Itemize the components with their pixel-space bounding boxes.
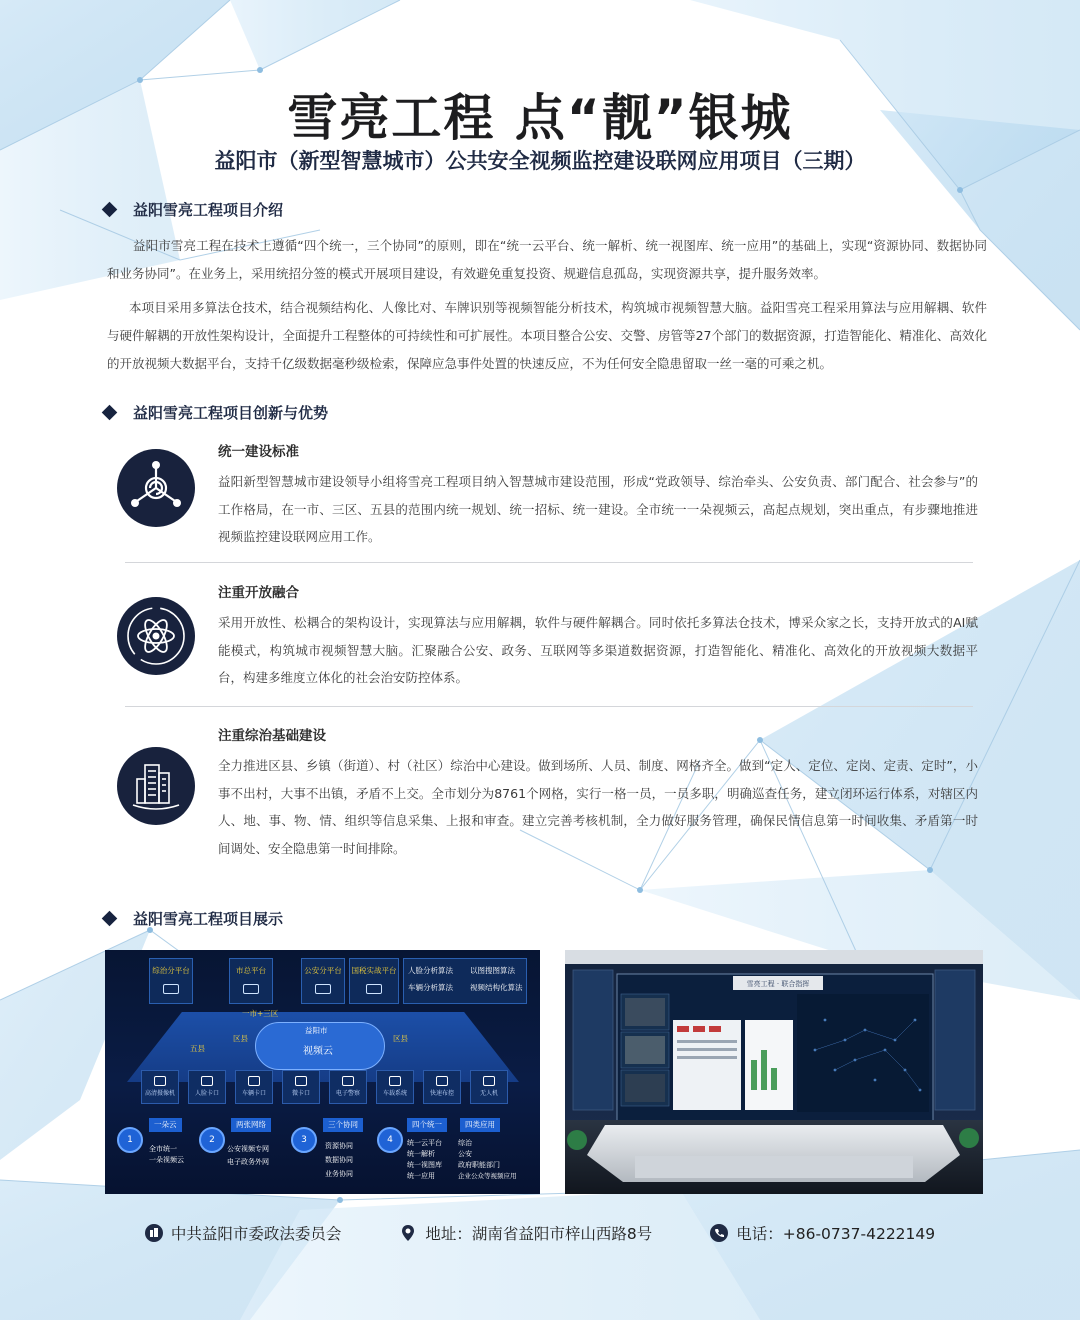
pillar-number: 1 [117, 1127, 143, 1153]
pillar-line: 企业公众等视频应用 [458, 1172, 517, 1180]
diamond-bullet-icon [102, 911, 118, 927]
pillar-number: 2 [199, 1127, 225, 1153]
level-label: 区县 [233, 1034, 248, 1043]
hub-network-icon [117, 449, 195, 527]
level-label: 区县 [393, 1034, 408, 1043]
device-tile: 无人机 [470, 1070, 508, 1104]
footer-address-text: 地址：湖南省益阳市梓山西路8号 [425, 1225, 653, 1243]
section-showcase-heading [104, 908, 283, 929]
pillar-number: 3 [291, 1127, 317, 1153]
device-tile: 车辆卡口 [235, 1070, 273, 1104]
pillar-line: 统一视图库 [407, 1161, 442, 1169]
intro-paragraph-1: 益阳市雪亮工程在技术上遵循“四个统一，三个协同”的原则，即在“统一云平台、统一解析、统一视图库、统一应用”的基础上，实现“资源协同、数据协同和业务协同”。在业务上，采用统招分签的模式开展项目建设，有效避免重复投资、规避信息孤岛，实现资源共享，提升服务效率。 [107, 238, 987, 281]
city-buildings-icon [117, 747, 195, 825]
device-tile: 电子警察 [329, 1070, 367, 1104]
device-tile: 快速布控 [423, 1070, 461, 1104]
diamond-bullet-icon [102, 202, 118, 218]
algorithm-label: 人脸分析算法 [408, 966, 453, 975]
diamond-bullet-icon [102, 405, 118, 421]
pillar-line: 资源协同 [325, 1142, 353, 1150]
algorithm-label: 视频结构化算法 [470, 983, 523, 992]
device-tile: 微卡口 [282, 1070, 320, 1104]
control-room-photo [565, 950, 983, 1194]
pillar-line: 全市统一 [149, 1145, 177, 1153]
footer [0, 1222, 1080, 1244]
device-tile: 人脸卡口 [188, 1070, 226, 1104]
pillar-line: 综治 [458, 1139, 472, 1147]
footer-phone [710, 1222, 935, 1244]
screen-icon [366, 984, 382, 994]
pillar-line: 统一解析 [407, 1150, 435, 1158]
screen-icon [243, 984, 259, 994]
item-title-open: 注重开放融合 [218, 585, 299, 601]
phone-icon [710, 1224, 728, 1242]
device-tile: 车载系统 [376, 1070, 414, 1104]
page-subtitle: 益阳市（新型智慧城市）公共安全视频监控建设联网应用项目（三期） [214, 149, 866, 173]
control-room-illustration [565, 950, 983, 1194]
pillar-tag: 四个统一 [407, 1118, 447, 1132]
level-label: 五县 [190, 1044, 205, 1053]
screen-icon [315, 984, 331, 994]
architecture-diagram-image [105, 950, 540, 1194]
algorithm-label: 以图搜图算法 [470, 966, 515, 975]
pillar-tag: 三个协同 [323, 1118, 363, 1132]
pillar-line: 数据协同 [325, 1156, 353, 1164]
footer-org-text: 中共益阳市委政法委员会 [170, 1225, 342, 1243]
divider [125, 706, 973, 707]
pillar-line: 统一应用 [407, 1172, 435, 1180]
pillar-line: 业务协同 [325, 1170, 353, 1178]
section-title: 益阳雪亮工程项目展示 [133, 910, 284, 928]
level-label: 视频云 [303, 1046, 333, 1057]
screen-icon [163, 984, 179, 994]
wall-title: 雪亮工程 · 联合指挥 [746, 980, 810, 988]
pillar-line: 电子政务外网 [227, 1158, 269, 1166]
pillar-tag: 四类应用 [460, 1118, 500, 1132]
atom-icon [117, 597, 195, 675]
pillar-line: 一朵视频云 [149, 1156, 184, 1164]
item-title-grassroots: 注重综治基础建设 [218, 728, 326, 744]
pillar-tag: 两张网络 [231, 1118, 271, 1132]
pillar-tag: 一朵云 [149, 1118, 182, 1132]
divider [125, 562, 973, 563]
section-title: 益阳雪亮工程项目介绍 [133, 201, 284, 219]
top-box: 市总平台 [229, 958, 273, 1004]
page-title: 雪亮工程 点“靓”银城 [287, 89, 793, 147]
section-intro-heading [104, 199, 283, 220]
footer-phone-text: 电话：+86-0737-4222149 [736, 1225, 936, 1243]
pillar-line: 统一云平台 [407, 1139, 442, 1147]
pillar-line: 公安 [458, 1150, 472, 1158]
location-pin-icon [399, 1224, 417, 1242]
item-body-open: 采用开放性、松耦合的架构设计，实现算法与应用解耦，软件与硬件解耦合。同时依托多算法仓技术，博采众家之长，支持开放式的AI赋能模式，构筑城市视频智慧大脑。汇聚融合公安、政务、互联网等多渠道数据资源，打造智能化、精准化、高效化的开放视频大数据平台，构建多维度立体化的社会治安防控体系。 [218, 615, 978, 685]
level-label: 益阳市 [305, 1026, 328, 1035]
level-label: 一市+三区 [242, 1009, 279, 1018]
section-title: 益阳雪亮工程项目创新与优势 [133, 404, 329, 422]
pillar-line: 政府职能部门 [458, 1161, 500, 1169]
device-tile: 高清摄像机 [141, 1070, 179, 1104]
pillar-line: 公安视频专网 [227, 1145, 269, 1153]
footer-org [145, 1222, 342, 1244]
intro-paragraph-2: 本项目采用多算法仓技术，结合视频结构化、人像比对、车牌识别等视频智能分析技术，构筑城市视频智慧大脑。益阳雪亮工程采用算法与应用解耦、软件与硬件解耦的开放性架构设计，全面提升工程整体的可持续性和可扩展性。本项目整合公安、交警、房管等27个部门的数据资源，打造智能化、精准化、高效化的开放视频大数据平台，支持千亿级数据毫秒级检索，保障应急事件处置的快速反应，不为任何安全隐患留取一丝一毫的可乘之机。 [107, 300, 987, 371]
top-box: 公安分平台 [301, 958, 345, 1004]
top-box: 国税实战平台 [349, 958, 399, 1004]
building-icon [145, 1224, 163, 1242]
section-innovation-heading [104, 402, 328, 423]
item-body-standard: 益阳新型智慧城市建设领导小组将雪亮工程项目纳入智慧城市建设范围，形成“党政领导、综治牵头、公安负责、部门配合、社会参与”的工作格局，在一市、三区、五县的范围内统一规划、统一招标、统一建设。全市统一一朵视频云，高起点规划，突出重点，有步骤地推进视频监控建设联网应用工作。 [218, 474, 978, 544]
pillar-number: 4 [377, 1127, 403, 1153]
footer-address [399, 1222, 652, 1244]
item-title-standard: 统一建设标准 [218, 444, 299, 460]
top-box: 综治分平台 [149, 958, 193, 1004]
algorithm-label: 车辆分析算法 [408, 983, 453, 992]
item-body-grassroots: 全力推进区县、乡镇（街道）、村（社区）综治中心建设。做到场所、人员、制度、网格齐全。做到“定人、定位、定岗、定责、定时”，小事不出村，大事不出镇，矛盾不上交。全市划分为8761个网格，实行一格一员，一员多职，明确巡查任务，建立闭环运行体系，对辖区内人、地、事、物、情、组织等信息采集、上报和审查。建立完善考核机制，全力做好服务管理，确保民情信息第一时间收集、矛盾第一时间调处、安全隐患第一时间排除。 [218, 758, 978, 856]
